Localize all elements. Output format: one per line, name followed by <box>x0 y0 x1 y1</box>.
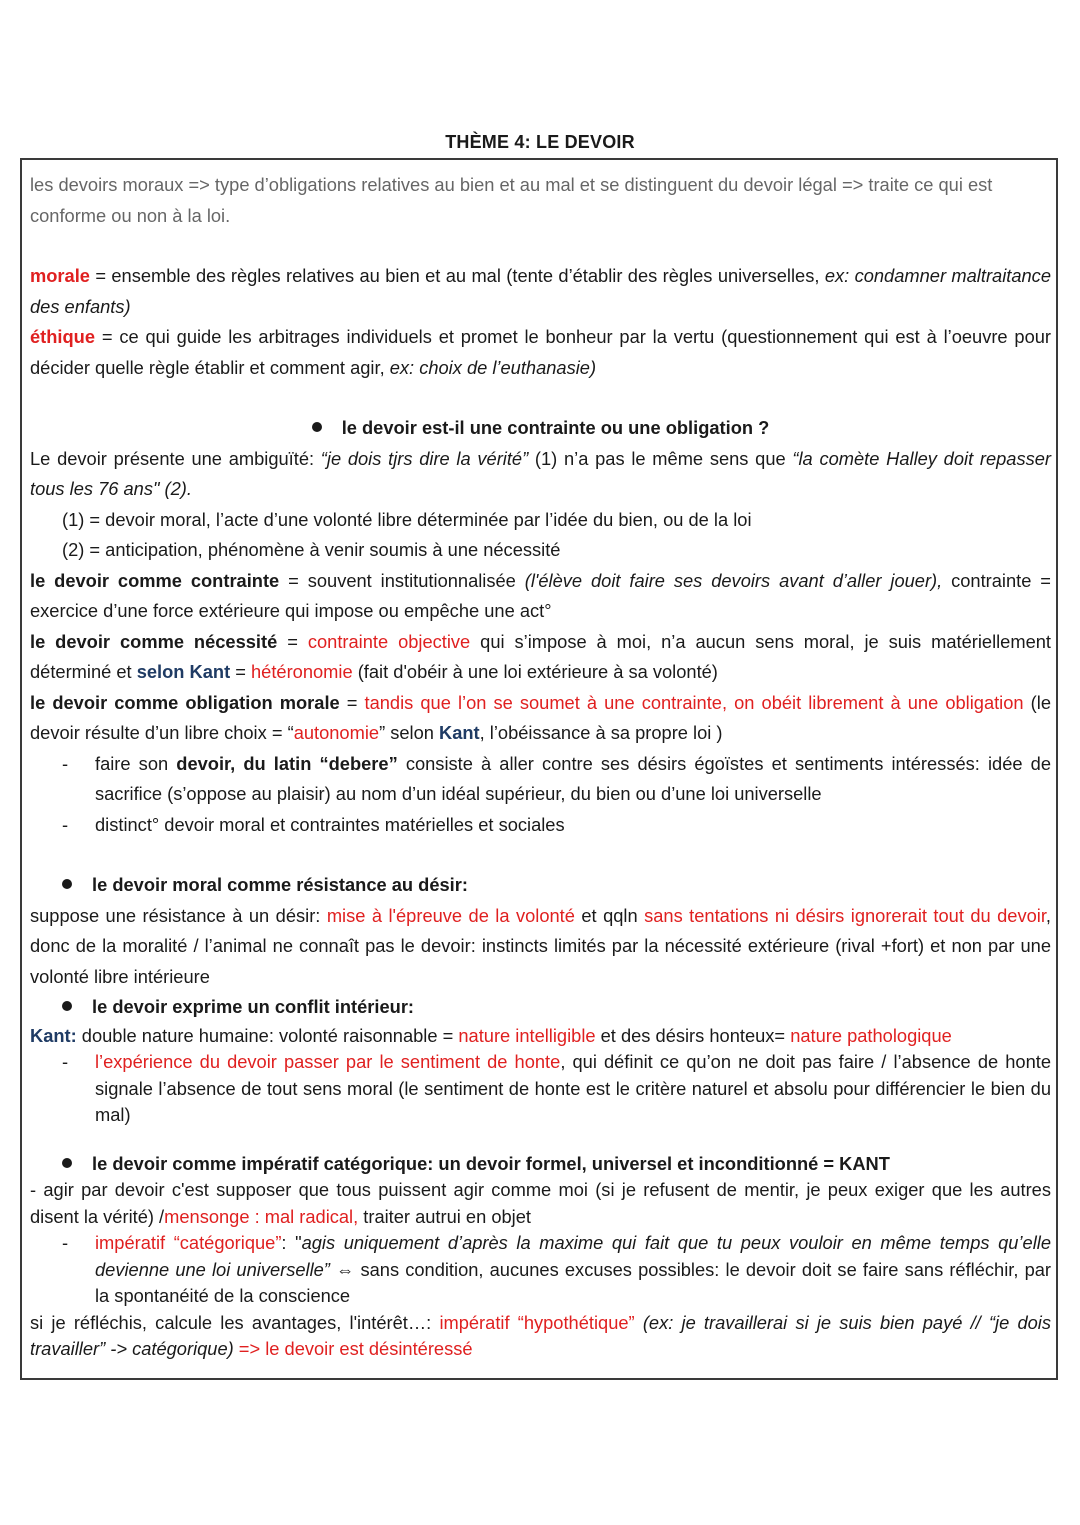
dash-item-debere: - faire son devoir, du latin “debere” consiste à aller contre ses désirs égoïstes et sentiments intéressés: idée de sacrifice (s’oppose au plaisir) au nom d’un idéal supérieur, du bien ou d’une loi universelle <box>62 752 1051 804</box>
numbered-item-1: (1) = devoir moral, l’acte d’une volonté libre déterminée par l’idée du bien, ou de la loi <box>62 508 752 530</box>
section-heading-contrainte-obligation: le devoir est-il une contrainte ou une obligation ? <box>30 413 1051 444</box>
section-heading-conflit: le devoir exprime un conflit intérieur: <box>30 992 1051 1023</box>
section-heading-resistance: le devoir moral comme résistance au désir: <box>30 870 1051 901</box>
definition-ethique: éthique = ce qui guide les arbitrages individuels et promet le bonheur par la vertu (questionnement qui est à l’oeuvre pour décider quelle règle établir et comment agir, ex: choix de l’euthanasie) <box>30 326 1051 378</box>
bullet-icon <box>62 879 72 889</box>
ambiguity-paragraph: Le devoir présente une ambiguïté: “je dois tjrs dire la vérité” (1) n’a pas le même sens que “la comète Halley doit repasser tous les 76 ans" (2). <box>30 447 1052 499</box>
numbered-item-2: (2) = anticipation, phénomène à venir soumis à une nécessité <box>62 539 561 560</box>
definition-morale: morale = ensemble des règles relatives au bien et au mal (tente d’établir des règles universelles, ex: condamner maltraitance des enfants) <box>30 265 1051 317</box>
dash-item-categorique: - impératif “catégorique”: "agis uniquement d’après la maxime qui fait que tu peux vouloir en même temps qu’elle devienne une loi universelle” ⇔ sans condition, aucunes excuses possibles: le devoir doit se faire sans réfléchir, par la spontanéité de la conscience <box>62 1232 1051 1306</box>
intro-paragraph: les devoirs moraux => type d’obligations relatives au bien et au mal et se distinguent du devoir légal => traite ce qui est conforme ou non à la loi. <box>30 174 993 226</box>
devoir-necessite-paragraph: le devoir comme nécessité = contrainte objective qui s’impose à moi, n’a aucun sens moral, je suis matériellement déterminé et selon Kant = hétéronomie (fait d'obéir à une loi extérieure à sa volonté) <box>30 630 1051 682</box>
page-title: THÈME 4: LE DEVOIR <box>445 132 635 152</box>
term-morale: morale <box>30 265 90 286</box>
document-body <box>30 170 1051 1363</box>
imperatif-paragraph-2: si je réfléchis, calcule les avantages, l'intérêt…: impératif “hypothétique” (ex: je travaillerai si je suis bien payé // “je dois travailler” -> catégorique) => le devoir est désintéressé <box>30 1311 1052 1359</box>
imperatif-paragraph-1: - agir par devoir c'est supposer que tous puissent agir comme moi (si je refusent de mentir, je peux exiger que les autres disent la vérité) /mensonge : mal radical, traiter autrui en objet <box>30 1179 1051 1227</box>
dash-item-distinction: - distinct° devoir moral et contraintes matérielles et sociales <box>62 813 565 835</box>
devoir-contrainte-paragraph: le devoir comme contrainte = souvent institutionnalisée (l'élève doit faire ses devoirs avant d’aller jouer), contrainte = exercice d’une force extérieure qui impose ou empêche une act° <box>30 569 1051 621</box>
bullet-icon <box>62 1158 72 1168</box>
devoir-obligation-paragraph: le devoir comme obligation morale = tandis que l’on se soumet à une contrainte, on obéit librement à une obligation (le devoir résulte d’un libre choix = “autonomie” selon Kant, l’obéissance à sa propre loi ) <box>30 691 1051 743</box>
bullet-icon <box>312 422 322 432</box>
resistance-paragraph: suppose une résistance à un désir: mise à l'épreuve de la volonté et qqln sans tentations ni désirs ignorerait tout du devoir, donc de la moralité / l’animal ne connaît pas le devoir: instincts limités par la nécessité extérieure (rival +fort) et non par une volonté libre intérieure <box>30 904 1052 987</box>
section-heading-imperatif: le devoir comme impératif catégorique: un devoir formel, universel et inconditionné = KANT <box>30 1151 1051 1178</box>
conflit-paragraph: Kant: double nature humaine: volonté raisonnable = nature intelligible et des désirs honteux= nature pathologique <box>30 1024 952 1046</box>
term-ethique: éthique <box>30 326 96 347</box>
bullet-icon <box>62 1001 72 1011</box>
dash-item-honte: - l’expérience du devoir passer par le sentiment de honte, qui définit ce qu’on ne doit pas faire / l’absence de honte signale l’absence de tout sens moral (le sentiment de honte est le critère naturel et absolu pour différencier le bien du mal) <box>62 1051 1051 1125</box>
